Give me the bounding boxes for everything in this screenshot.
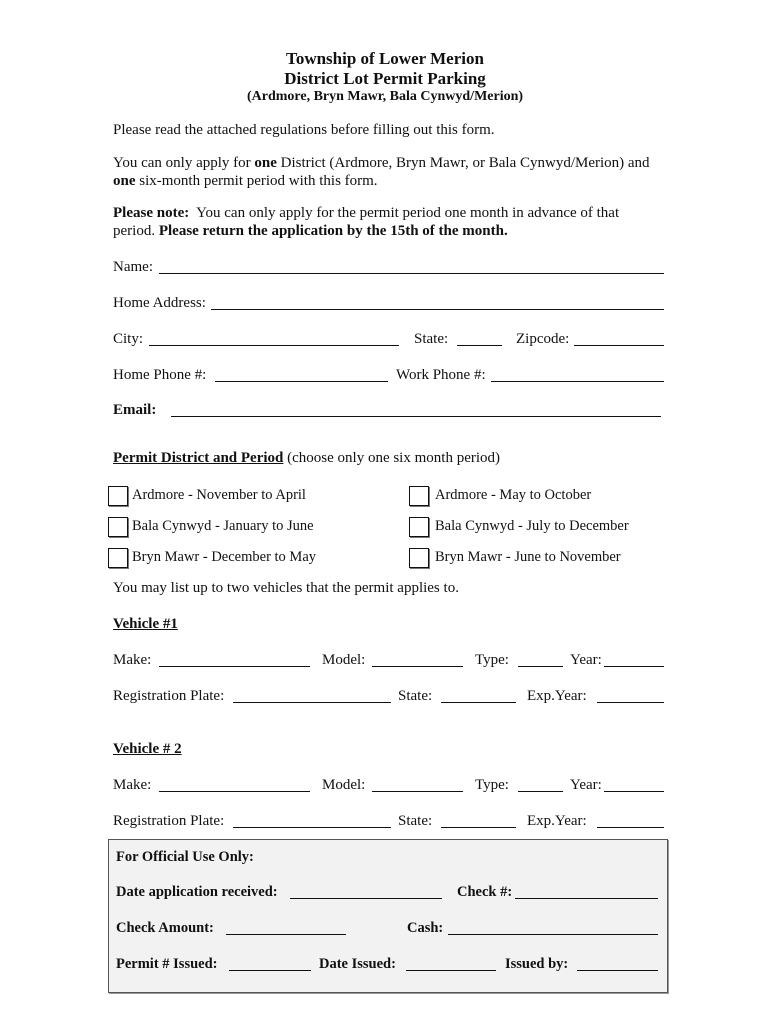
issued-by-field[interactable]	[577, 970, 658, 971]
v2-make-label: Make:	[113, 777, 152, 793]
home-phone-label: Home Phone #:	[113, 367, 207, 383]
checkbox-ardmore-nov-apr[interactable]	[108, 486, 128, 506]
v1-plate-label: Registration Plate:	[113, 688, 225, 704]
check-amount-field[interactable]	[226, 934, 346, 935]
v1-make-label: Make:	[113, 652, 152, 668]
checkbox-ardmore-may-oct[interactable]	[409, 486, 429, 506]
permit-issued-label: Permit # Issued:	[116, 956, 218, 972]
form-subtitle: District Lot Permit Parking	[284, 69, 486, 88]
email-field[interactable]	[171, 416, 661, 417]
name-label: Name:	[113, 259, 153, 275]
v1-make-field[interactable]	[159, 666, 310, 667]
state-field[interactable]	[457, 345, 502, 346]
v1-type-label: Type:	[475, 652, 509, 668]
check-number-field[interactable]	[515, 898, 658, 899]
option-label: Bryn Mawr - December to May	[132, 549, 317, 565]
v1-plate-field[interactable]	[233, 702, 391, 703]
v1-exp-field[interactable]	[597, 702, 664, 703]
v2-model-field[interactable]	[372, 791, 463, 792]
date-received-field[interactable]	[290, 898, 442, 899]
v2-model-label: Model:	[322, 777, 366, 793]
v2-type-label: Type:	[475, 777, 509, 793]
work-phone-field[interactable]	[491, 381, 664, 382]
address-field[interactable]	[211, 309, 664, 310]
rule-paragraph-line2: one six-month permit period with this form.	[113, 173, 378, 189]
v2-state-field[interactable]	[441, 827, 516, 828]
check-amount-label: Check Amount:	[116, 920, 214, 936]
home-phone-field[interactable]	[215, 381, 388, 382]
check-number-label: Check #:	[457, 884, 513, 900]
v1-model-field[interactable]	[372, 666, 463, 667]
v2-plate-field[interactable]	[233, 827, 391, 828]
official-heading: For Official Use Only:	[116, 849, 254, 865]
address-label: Home Address:	[113, 295, 206, 311]
option-label: Bala Cynwyd - January to June	[132, 518, 314, 534]
v2-state-label: State:	[398, 813, 433, 829]
option-label: Ardmore - May to October	[435, 487, 592, 503]
checkbox-bala-jul-dec[interactable]	[409, 517, 429, 537]
v2-type-field[interactable]	[518, 791, 563, 792]
email-label: Email:	[113, 402, 157, 418]
date-received-label: Date application received:	[116, 884, 278, 900]
option-label: Bala Cynwyd - July to December	[435, 518, 629, 534]
city-label: City:	[113, 331, 144, 347]
checkbox-brynmawr-dec-may[interactable]	[108, 548, 128, 568]
zip-label: Zipcode:	[516, 331, 570, 347]
state-label: State:	[414, 331, 449, 347]
option-label: Bryn Mawr - June to November	[435, 549, 621, 565]
v2-exp-field[interactable]	[597, 827, 664, 828]
work-phone-label: Work Phone #:	[396, 367, 486, 383]
v1-year-label: Year:	[570, 652, 602, 668]
v1-state-label: State:	[398, 688, 433, 704]
note-line1: Please note: You can only apply for the permit period one month in advance of that	[113, 205, 620, 221]
permit-issued-field[interactable]	[229, 970, 311, 971]
zip-field[interactable]	[574, 345, 664, 346]
v1-state-field[interactable]	[441, 702, 516, 703]
cash-field[interactable]	[448, 934, 658, 935]
districts-caption: (Ardmore, Bryn Mawr, Bala Cynwyd/Merion)	[246, 89, 524, 104]
v1-type-field[interactable]	[518, 666, 563, 667]
vehicle2-heading: Vehicle # 2	[113, 741, 182, 757]
v1-exp-label: Exp.Year:	[527, 688, 587, 704]
v2-exp-label: Exp.Year:	[527, 813, 587, 829]
issued-by-label: Issued by:	[505, 956, 569, 972]
date-issued-field[interactable]	[406, 970, 496, 971]
vehicles-note: You may list up to two vehicles that the permit applies to.	[113, 580, 459, 596]
v1-model-label: Model:	[322, 652, 366, 668]
note-line2: period. Please return the application by the 15th of the month.	[113, 223, 508, 239]
v2-year-label: Year:	[570, 777, 602, 793]
v2-plate-label: Registration Plate:	[113, 813, 225, 829]
name-field[interactable]	[159, 273, 664, 274]
rule-paragraph-line1: You can only apply for one District (Ardmore, Bryn Mawr, or Bala Cynwyd/Merion) and	[113, 155, 650, 171]
intro-paragraph: Please read the attached regulations before filling out this form.	[113, 122, 495, 138]
vehicle1-heading: Vehicle #1	[113, 616, 178, 632]
v2-make-field[interactable]	[159, 791, 310, 792]
form-title: Township of Lower Merion	[286, 49, 484, 68]
v1-year-field[interactable]	[604, 666, 664, 667]
checkbox-brynmawr-jun-nov[interactable]	[409, 548, 429, 568]
date-issued-label: Date Issued:	[319, 956, 396, 972]
option-label: Ardmore - November to April	[132, 487, 306, 503]
v2-year-field[interactable]	[604, 791, 664, 792]
city-field[interactable]	[149, 345, 399, 346]
permit-heading: Permit District and Period (choose only one six month period)	[113, 450, 501, 466]
cash-label: Cash:	[407, 920, 444, 936]
checkbox-bala-jan-jun[interactable]	[108, 517, 128, 537]
